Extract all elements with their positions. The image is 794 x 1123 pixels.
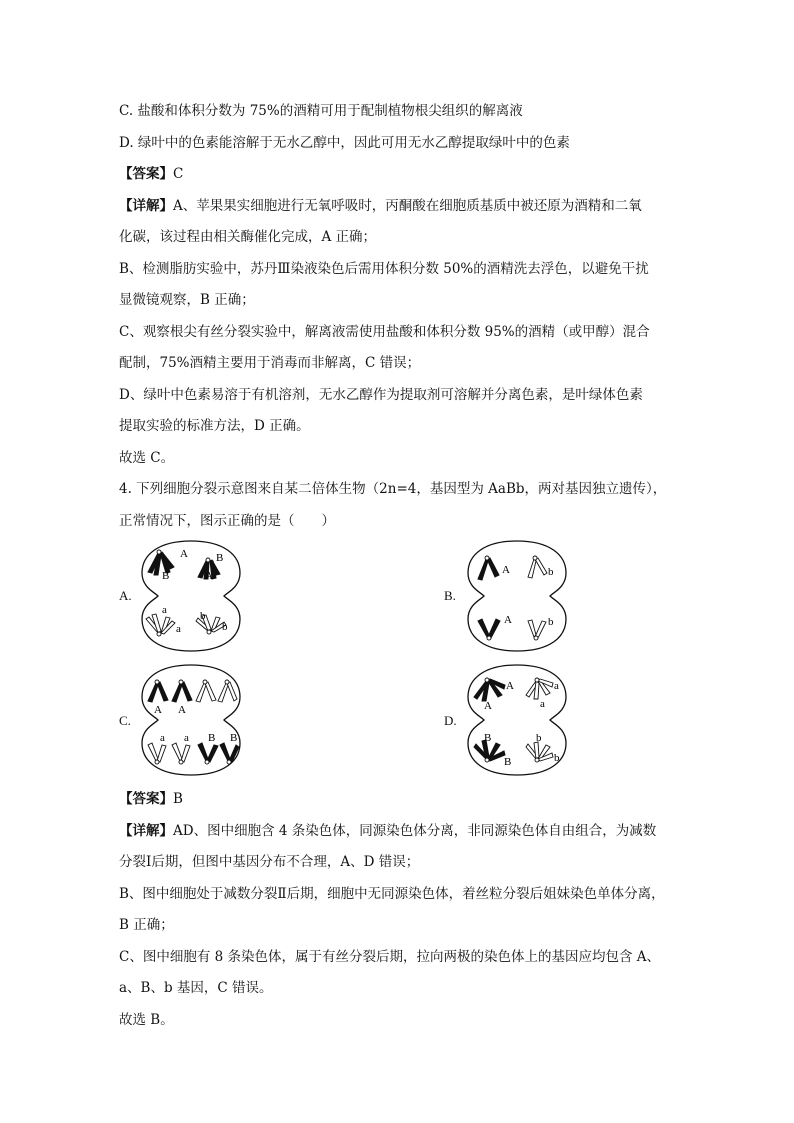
- gene-label: a: [162, 604, 167, 616]
- gene-label: a: [184, 732, 189, 744]
- explanation-line-4: [119, 821, 656, 841]
- gene-label: B: [216, 552, 224, 564]
- option-d-label: D.: [444, 713, 457, 728]
- text-line: 显微镜观察，B 正确；: [119, 292, 255, 308]
- explanation-text: AD、图中细胞含 4 条染色体，同源染色体分离，非同源染色体自由组合，为减数: [173, 823, 657, 839]
- answer-line: [119, 164, 183, 184]
- text-line: C、观察根尖有丝分裂实验中，解离液需使用盐酸和体积分数 95%的酒精（或甲醇）混合: [119, 324, 650, 340]
- gene-label: A: [502, 564, 510, 576]
- option-c-label: C.: [119, 713, 131, 728]
- answer-tag: 【答案】: [119, 166, 173, 182]
- gene-label: B: [162, 570, 170, 582]
- gene-label: a: [540, 698, 545, 710]
- explanation-line: [119, 196, 642, 216]
- gene-label: b: [536, 732, 542, 744]
- answer-line-4: [119, 789, 183, 809]
- explanation-text: A、苹果果实细胞进行无氧呼吸时，丙酮酸在细胞质基质中被还原为酒精和二氧: [173, 198, 642, 214]
- text-line: B 正确；: [119, 917, 174, 933]
- gene-label: A: [506, 680, 514, 692]
- option-d-text: D. 绿叶中的色素能溶解于无水乙醇中，因此可用无水乙醇提取绿叶中的色素: [119, 135, 570, 151]
- conclusion-line: 故选 B。: [119, 1012, 174, 1028]
- gene-label: A: [205, 570, 213, 582]
- gene-label: B: [208, 732, 216, 744]
- gene-label: a: [554, 680, 559, 692]
- explanation-tag: 【详解】: [119, 198, 173, 214]
- gene-label: A: [178, 704, 186, 716]
- gene-label: b: [548, 566, 554, 578]
- option-c-text: C. 盐酸和体积分数为 75%的酒精可用于配制植物根尖组织的解离液: [119, 103, 523, 119]
- option-b-label: B.: [444, 588, 456, 603]
- answer-value: C: [173, 166, 184, 182]
- question-4-stem: 4. 下列细胞分裂示意图来自某二倍体生物（2n=4，基因型为 AaBb，两对基因独立遗传），: [119, 481, 667, 497]
- text-line: 化碳，该过程由相关酶催化完成，A 正确；: [119, 229, 377, 245]
- gene-label: A: [154, 704, 162, 716]
- text-line: 配制，75%酒精主要用于消毒而非解离，C 错误；: [119, 355, 421, 371]
- gene-label: B: [504, 756, 512, 768]
- gene-label: a: [160, 732, 165, 744]
- text-line: a、B、b 基因，C 错误。: [119, 980, 273, 996]
- option-a-label: A.: [119, 588, 132, 603]
- text-line: B、图中细胞处于减数分裂Ⅱ后期，细胞中无同源染色体，着丝粒分裂后姐妹染色单体分离，: [119, 886, 665, 902]
- text-line: B、检测脂肪实验中，苏丹Ⅲ染液染色后需用体积分数 50%的酒精洗去浮色，以避免干扰: [119, 261, 649, 277]
- explanation-tag: 【详解】: [119, 823, 173, 839]
- gene-label: a: [176, 623, 181, 635]
- gene-label: A: [504, 614, 512, 626]
- text-line: C、图中细胞有 8 条染色体，属于有丝分裂后期，拉向两极的染色体上的基因应均包含 A、: [119, 949, 661, 965]
- conclusion-line: 故选 C。: [119, 450, 175, 466]
- cell-diagram-d: [462, 661, 572, 779]
- cell-diagram-b: [462, 537, 572, 655]
- gene-label: b: [200, 610, 206, 622]
- cell-diagram-c: [136, 661, 246, 779]
- question-4-stem-2: 正常情况下，图示正确的是（ ）: [119, 513, 335, 529]
- gene-label: B: [484, 732, 492, 744]
- gene-label: A: [484, 700, 492, 712]
- gene-label: b: [222, 621, 228, 633]
- gene-label: A: [180, 548, 188, 560]
- answer-tag: 【答案】: [119, 791, 173, 807]
- answer-value: B: [173, 791, 183, 807]
- cell-diagram-a: [136, 537, 246, 655]
- text-line: D、绿叶中色素易溶于有机溶剂，无水乙醇作为提取剂可溶解并分离色素，是叶绿体色素: [119, 387, 643, 403]
- gene-label: b: [554, 752, 560, 764]
- text-line: 提取实验的标准方法，D 正确。: [119, 418, 310, 434]
- gene-label: b: [548, 616, 554, 628]
- gene-label: B: [230, 732, 238, 744]
- text-line: 分裂Ⅰ后期，但图中基因分布不合理，A、D 错误；: [119, 854, 420, 870]
